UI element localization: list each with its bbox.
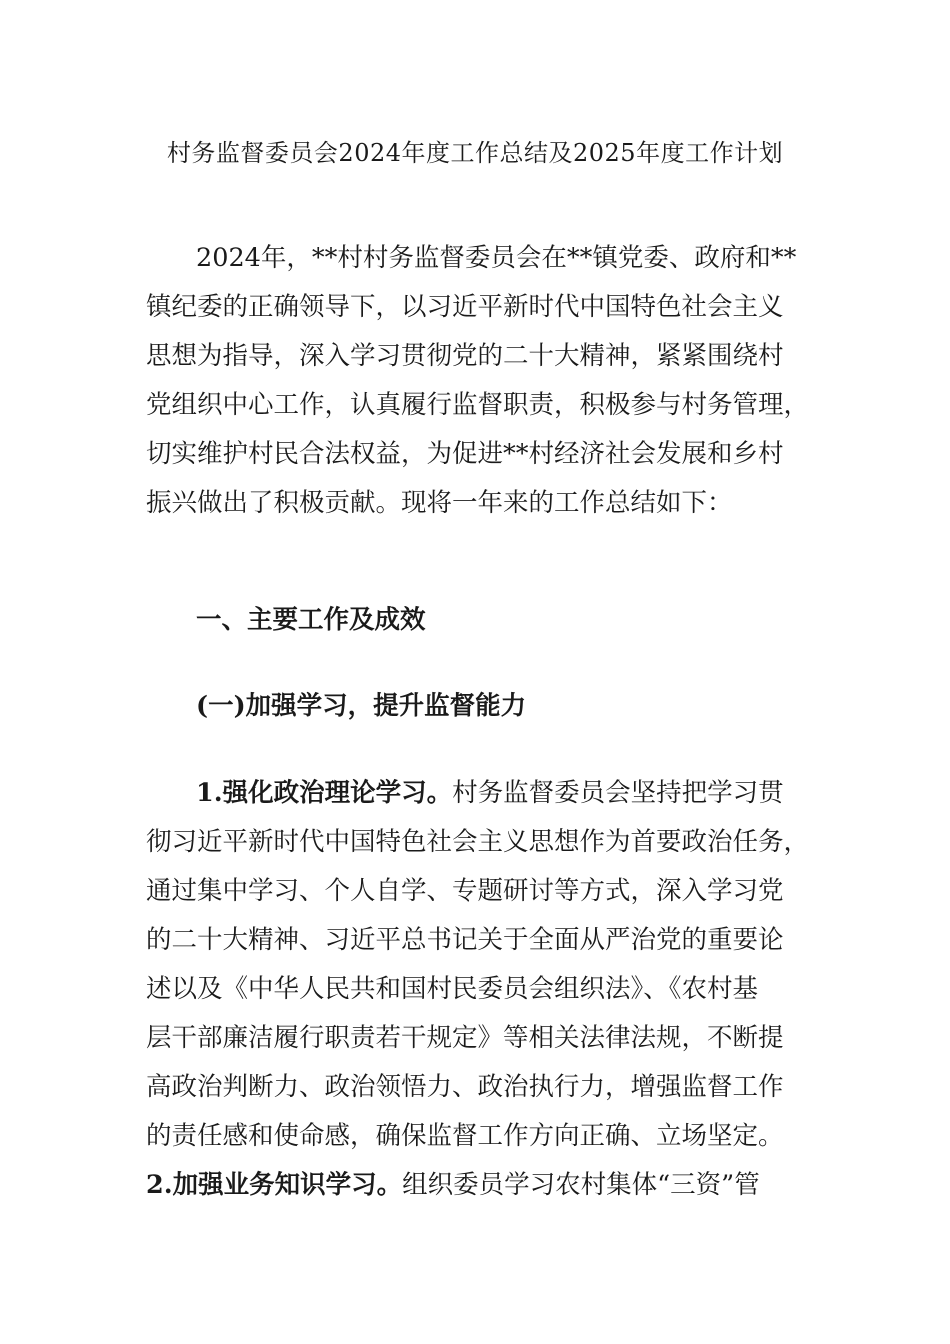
- item2-lead: 2.加强业务知识学习。: [146, 1170, 403, 1200]
- item1-line-7: 高政治判断力、政治领悟力、政治执行力，增强监督工作: [146, 1072, 784, 1102]
- intro-line-1: 2024年，**村村务监督委员会在**镇党委、政府和**: [196, 243, 797, 273]
- item1-line-4: 的二十大精神、习近平总书记关于全面从严治党的重要论: [146, 925, 784, 955]
- subsection-heading: (一)加强学习，提升监督能力: [196, 691, 527, 721]
- intro-line-2: 镇纪委的正确领导下，以习近平新时代中国特色社会主义: [146, 292, 784, 322]
- item1-line-3: 通过集中学习、个人自学、专题研讨等方式，深入学习党: [146, 876, 784, 906]
- item1-line-6: 层干部廉洁履行职责若干规定》等相关法律法规，不断提: [146, 1023, 784, 1053]
- intro-line-5: 切实维护村民合法权益，为促进**村经济社会发展和乡村: [146, 439, 784, 469]
- intro-line-4: 党组织中心工作，认真履行监督职责，积极参与村务管理，: [146, 390, 810, 420]
- item1-first-line: [196, 776, 784, 810]
- item1-first-line-text: 村务监督委员会坚持把学习贯: [452, 778, 784, 808]
- item1-line-5: 述以及《中华人民共和国村民委员会组织法》、《农村基: [146, 974, 759, 1004]
- intro-line-6: 振兴做出了积极贡献。现将一年来的工作总结如下：: [146, 488, 733, 518]
- section-heading: 一、主要工作及成效: [196, 605, 426, 635]
- item1-line-2: 彻习近平新时代中国特色社会主义思想作为首要政治任务，: [146, 827, 810, 857]
- item2-first-line: [146, 1168, 760, 1202]
- item2-first-line-text: 组织委员学习农村集体“三资”管: [402, 1170, 760, 1200]
- item1-line-8: 的责任感和使命感，确保监督工作方向正确、立场坚定。: [146, 1121, 784, 1151]
- document-title: 村务监督委员会2024年度工作总结及2025年度工作计划: [166, 139, 784, 167]
- intro-line-3: 思想为指导，深入学习贯彻党的二十大精神，紧紧围绕村: [146, 341, 784, 371]
- item1-lead: 1.强化政治理论学习。: [196, 778, 453, 808]
